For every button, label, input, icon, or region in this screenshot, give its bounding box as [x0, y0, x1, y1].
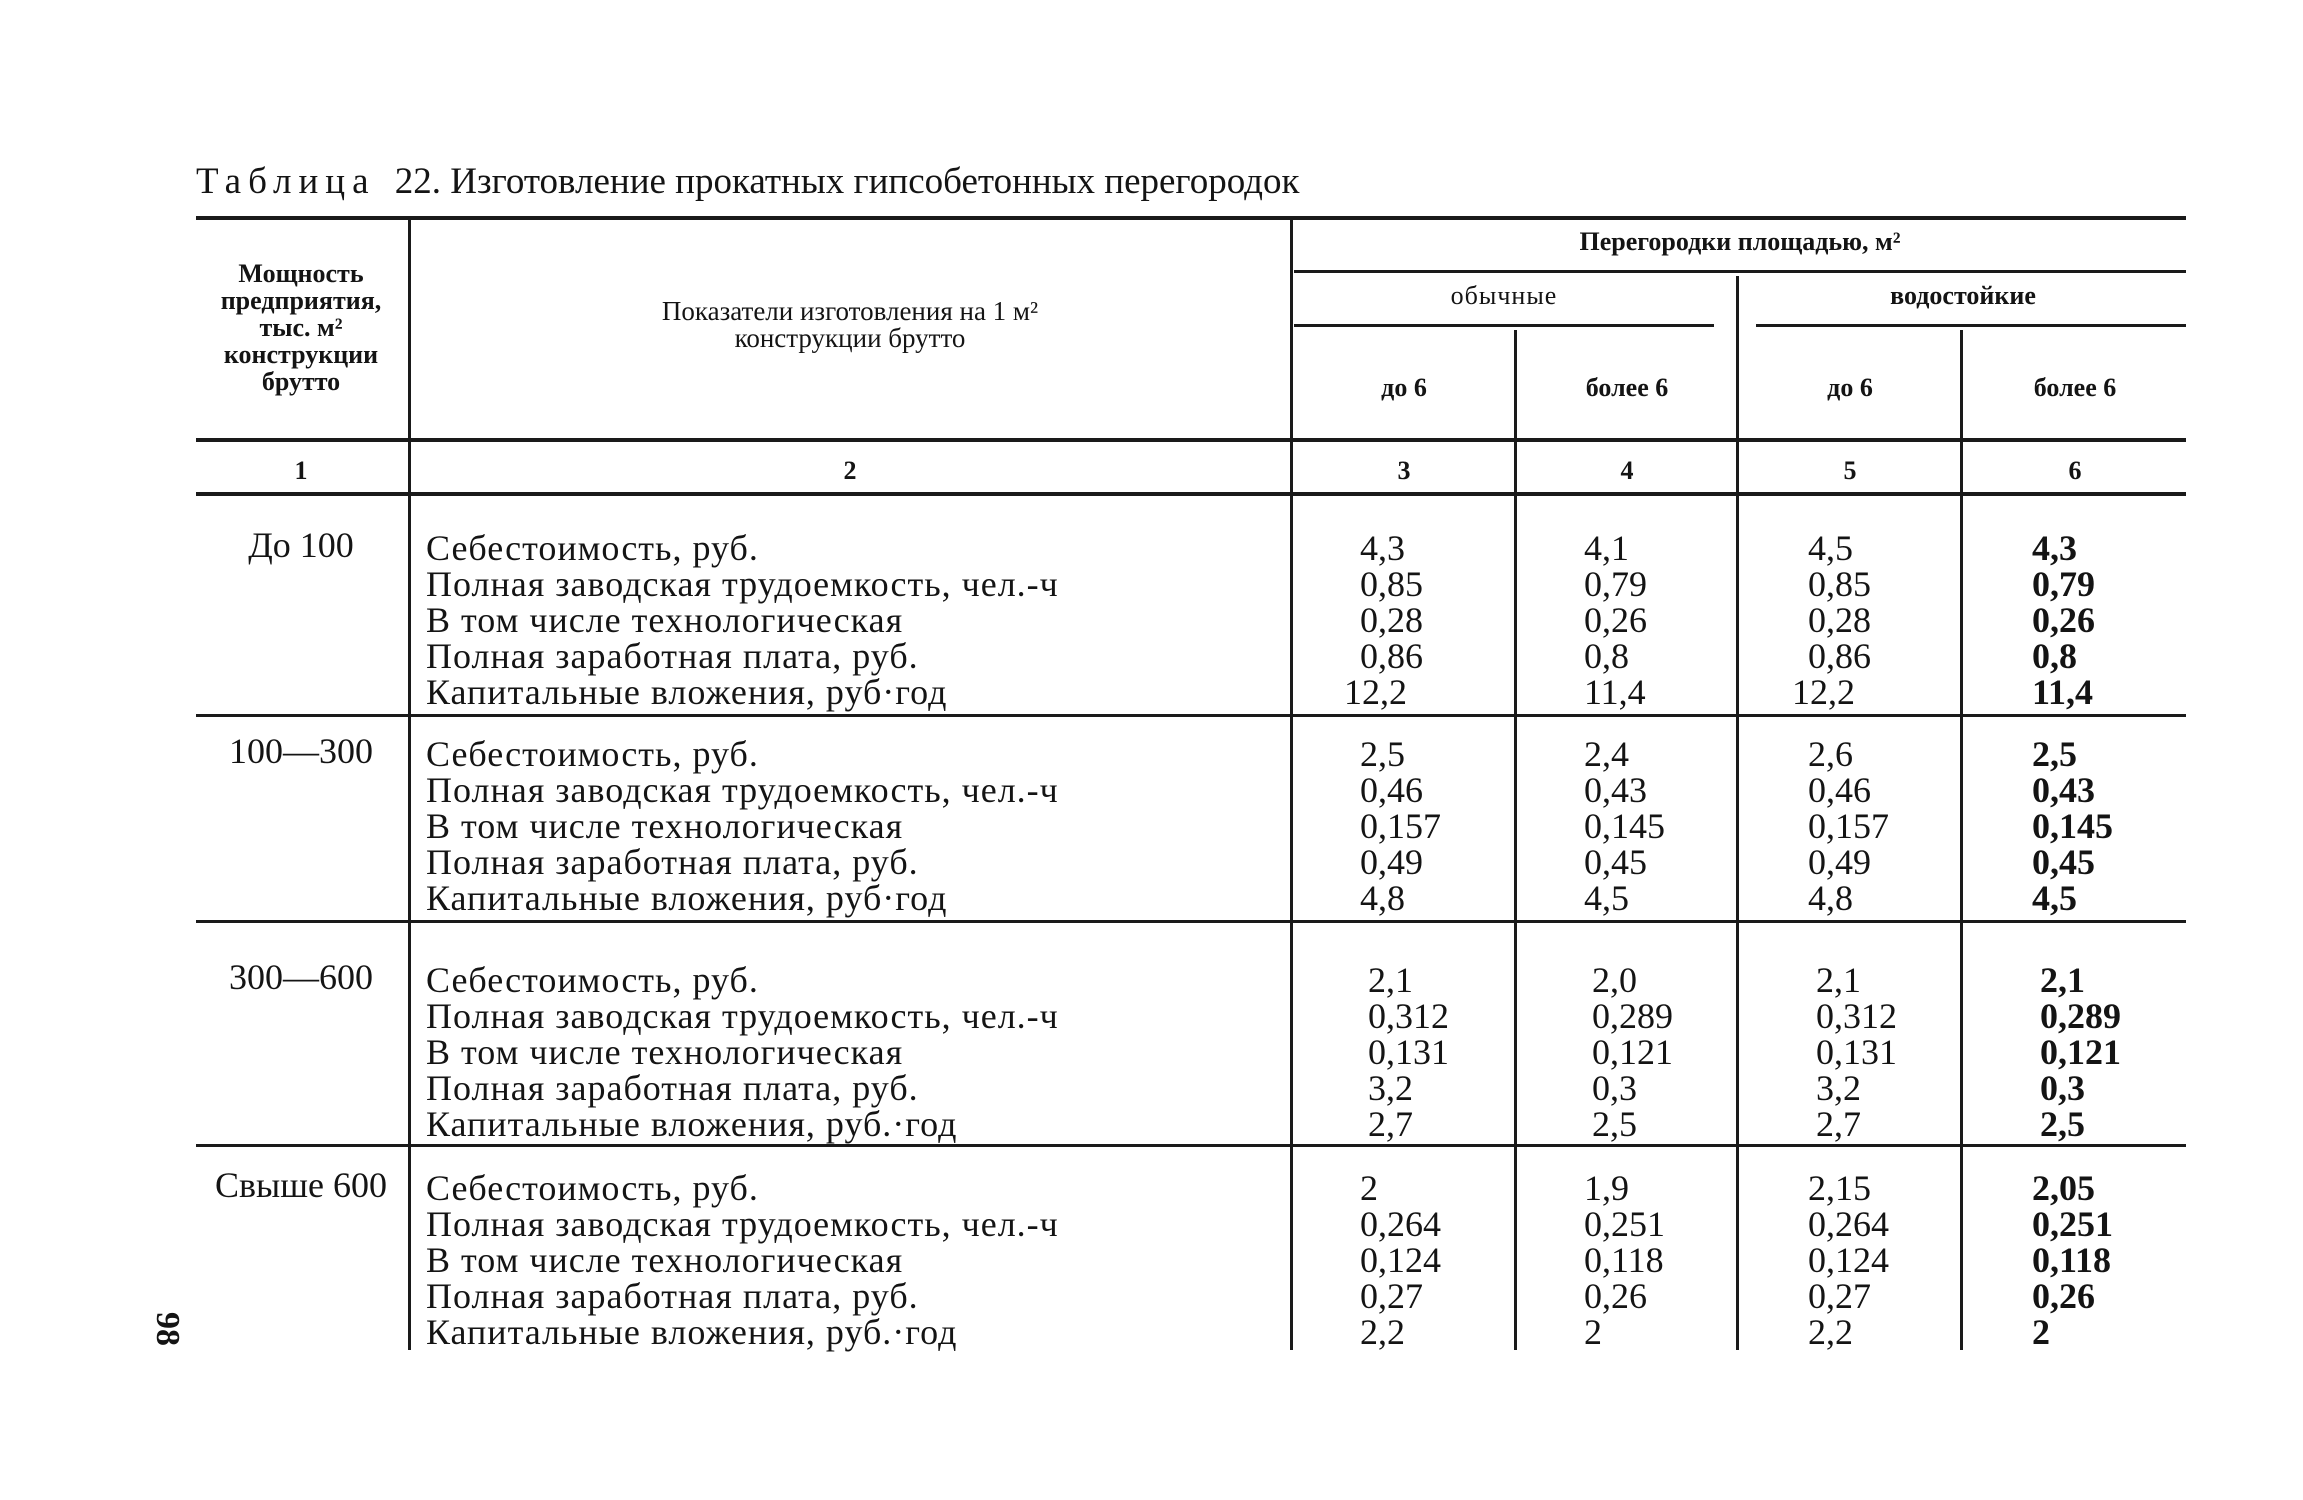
indicator-list	[426, 736, 1059, 916]
table-caption-text: 22. Изготовление прокатных гипсобетонных перегородок	[394, 161, 1300, 202]
indicator-list	[426, 1170, 1059, 1350]
value-cell: 4,8	[1360, 878, 1405, 918]
value-cell: 2	[2032, 1312, 2050, 1352]
indicator-label: В том числе технологическая	[426, 806, 904, 846]
value-cell: 2	[1360, 1168, 1378, 1208]
value-cell: 2,1	[2040, 960, 2085, 1000]
indicator-label: Полная заводская трудоемкость, чел.-ч	[426, 996, 1059, 1036]
indicator-label: Полная заработная плата, руб.	[426, 1068, 919, 1108]
indicator-label: Капитальные вложения, руб.·год	[426, 1312, 958, 1352]
value-cell: 0,86	[1808, 636, 1871, 676]
value-cell: 2,7	[1368, 1104, 1413, 1144]
indicator-label: Себестоимость, руб.	[426, 734, 759, 774]
value-cell: 4,5	[1584, 878, 1629, 918]
value-cell: 0,121	[1592, 1032, 1673, 1072]
value-cell: 0,28	[1360, 600, 1423, 640]
indicator-label: Себестоимость, руб.	[426, 528, 759, 568]
value-cell: 0,145	[1584, 806, 1665, 846]
values-col5	[1792, 528, 1871, 712]
header-capacity	[196, 260, 406, 395]
header-col5: до 6	[1827, 373, 1873, 402]
rule-v-col1	[408, 220, 411, 1350]
value-cell: 12,2	[1792, 672, 1855, 712]
value-cell: 4,3	[1360, 528, 1405, 568]
header-capacity-line: брутто	[261, 367, 341, 396]
rule-v-col5	[1960, 330, 1963, 1350]
col-number-4: 4	[1620, 456, 1634, 485]
value-cell: 0,157	[1360, 806, 1441, 846]
value-cell: 0,27	[1360, 1276, 1423, 1316]
header-ordinary: обычные	[1450, 281, 1558, 310]
value-cell: 0,289	[2040, 996, 2121, 1036]
value-cell: 2,6	[1808, 734, 1853, 774]
value-cell: 0,8	[2032, 636, 2077, 676]
value-cell: 0,79	[1584, 564, 1647, 604]
indicator-label: Полная заработная плата, руб.	[426, 1276, 919, 1316]
value-cell: 0,251	[2032, 1204, 2113, 1244]
indicator-label: Себестоимость, руб.	[426, 960, 759, 1000]
value-cell: 3,2	[1368, 1068, 1413, 1108]
rule-v-col4	[1736, 276, 1739, 1350]
values-col4	[1592, 962, 1673, 1142]
header-col6: более 6	[2033, 373, 2117, 402]
values-col5	[1808, 1170, 1889, 1350]
values-col6	[2032, 736, 2113, 916]
value-cell: 4,3	[2032, 528, 2077, 568]
col-number-1: 1	[294, 456, 308, 485]
value-cell: 2,5	[1360, 734, 1405, 774]
value-cell: 1,9	[1584, 1168, 1629, 1208]
header-waterproof: водостойкие	[1890, 281, 2036, 310]
value-cell: 0,26	[2032, 600, 2095, 640]
value-cell: 2,5	[1592, 1104, 1637, 1144]
data-table	[196, 216, 2186, 1356]
value-cell: 0,121	[2040, 1032, 2121, 1072]
value-cell: 2,5	[2040, 1104, 2085, 1144]
value-cell: 0,124	[1360, 1240, 1441, 1280]
header-capacity-line: предприятия,	[220, 286, 382, 315]
value-cell: 0,27	[1808, 1276, 1871, 1316]
value-cell: 2,5	[2032, 734, 2077, 774]
table-caption-label: Таблица	[196, 161, 376, 202]
value-cell: 0,43	[2032, 770, 2095, 810]
values-col4	[1584, 736, 1665, 916]
value-cell: 12,2	[1344, 672, 1407, 712]
rule-sub-under-ordinary	[1294, 324, 1714, 327]
value-cell: 0,251	[1584, 1204, 1665, 1244]
values-col6	[2032, 1170, 2113, 1350]
value-cell: 0,86	[1360, 636, 1423, 676]
indicator-label: Капитальные вложения, руб·год	[426, 878, 948, 918]
value-cell: 4,5	[1808, 528, 1853, 568]
rule-v-col2	[1290, 220, 1293, 1350]
value-cell: 0,79	[2032, 564, 2095, 604]
header-partition-area: Перегородки площадью, м²	[1579, 227, 1901, 256]
indicator-label: Полная заводская трудоемкость, чел.-ч	[426, 1204, 1059, 1244]
value-cell: 0,3	[2040, 1068, 2085, 1108]
header-col3: до 6	[1381, 373, 1427, 402]
indicator-label: Полная заводская трудоемкость, чел.-ч	[426, 564, 1059, 604]
value-cell: 0,28	[1808, 600, 1871, 640]
value-cell: 0,118	[1584, 1240, 1664, 1280]
values-col4	[1584, 1170, 1665, 1350]
value-cell: 0,49	[1360, 842, 1423, 882]
value-cell: 4,1	[1584, 528, 1629, 568]
value-cell: 2,05	[2032, 1168, 2095, 1208]
value-cell: 4,5	[2032, 878, 2077, 918]
rule-numbers-bottom	[196, 492, 2186, 496]
header-col4: более 6	[1585, 373, 1669, 402]
indicator-label: Себестоимость, руб.	[426, 1168, 759, 1208]
values-col4	[1584, 530, 1647, 710]
value-cell: 0,289	[1592, 996, 1673, 1036]
rule-group-under	[1294, 270, 2186, 273]
value-cell: 0,49	[1808, 842, 1871, 882]
indicator-label: В том числе технологическая	[426, 1032, 904, 1072]
value-cell: 3,2	[1816, 1068, 1861, 1108]
col-number-2: 2	[843, 456, 857, 485]
value-cell: 0,124	[1808, 1240, 1889, 1280]
indicator-label: Капитальные вложения, руб.·год	[426, 1104, 958, 1144]
indicator-label: Полная заработная плата, руб.	[426, 842, 919, 882]
rule-v-col3	[1514, 330, 1517, 1350]
value-cell: 0,46	[1360, 770, 1423, 810]
value-cell: 2,2	[1360, 1312, 1405, 1352]
value-cell: 0,264	[1808, 1204, 1889, 1244]
value-cell: 4,8	[1808, 878, 1853, 918]
value-cell: 2,0	[1592, 960, 1637, 1000]
col-number-3: 3	[1397, 456, 1411, 485]
col-number-6: 6	[2068, 456, 2082, 485]
value-cell: 0,26	[1584, 1276, 1647, 1316]
header-indicators	[410, 298, 1290, 352]
value-cell: 0,85	[1360, 564, 1423, 604]
value-cell: 0,8	[1584, 636, 1629, 676]
values-col6	[2040, 962, 2121, 1142]
value-cell: 0,131	[1816, 1032, 1897, 1072]
value-cell: 0,157	[1808, 806, 1889, 846]
values-col5	[1816, 962, 1897, 1142]
value-cell: 0,45	[2032, 842, 2095, 882]
value-cell: 11,4	[1584, 672, 1646, 712]
indicator-label: Полная заводская трудоемкость, чел.-ч	[426, 770, 1059, 810]
value-cell: 2,4	[1584, 734, 1629, 774]
capacity-cell: До 100	[248, 525, 354, 565]
values-col3	[1344, 528, 1423, 712]
value-cell: 2,2	[1808, 1312, 1853, 1352]
indicator-list	[426, 530, 1059, 710]
values-col3	[1360, 1170, 1441, 1350]
col-number-5: 5	[1843, 456, 1857, 485]
values-col3	[1360, 736, 1441, 916]
values-col6	[2032, 530, 2095, 710]
value-cell: 0,131	[1368, 1032, 1449, 1072]
value-cell: 0,264	[1360, 1204, 1441, 1244]
value-cell: 0,26	[2032, 1276, 2095, 1316]
header-capacity-line: тыс. м²	[259, 313, 343, 342]
header-indicators-line: Показатели изготовления на 1 м²	[661, 296, 1039, 326]
capacity-cell: 300—600	[229, 957, 373, 997]
value-cell: 0,312	[1816, 996, 1897, 1036]
header-capacity-line: Мощность	[238, 259, 364, 288]
table-caption	[196, 160, 1299, 203]
rule-sub-under-waterproof	[1756, 324, 2186, 327]
value-cell: 11,4	[2032, 672, 2094, 712]
value-cell: 2,7	[1816, 1104, 1861, 1144]
value-cell: 0,26	[1584, 600, 1647, 640]
indicator-label: В том числе технологическая	[426, 1240, 904, 1280]
rule-header-bottom	[196, 438, 2186, 442]
header-indicators-line: конструкции брутто	[734, 323, 966, 353]
rule-group-1-bottom	[196, 714, 2186, 717]
rule-group-3-bottom	[196, 1144, 2186, 1147]
capacity-cell: 100—300	[229, 731, 373, 771]
value-cell: 0,85	[1808, 564, 1871, 604]
value-cell: 0,118	[2032, 1240, 2112, 1280]
indicator-label: В том числе технологическая	[426, 600, 904, 640]
rule-group-2-bottom	[196, 920, 2186, 923]
indicator-list	[426, 962, 1059, 1142]
value-cell: 0,43	[1584, 770, 1647, 810]
value-cell: 2	[1584, 1312, 1602, 1352]
capacity-cell: Свыше 600	[215, 1165, 387, 1205]
value-cell: 0,145	[2032, 806, 2113, 846]
indicator-label: Полная заработная плата, руб.	[426, 636, 919, 676]
values-col3	[1368, 962, 1449, 1142]
header-capacity-line: конструкции	[223, 340, 379, 369]
value-cell: 0,312	[1368, 996, 1449, 1036]
value-cell: 0,46	[1808, 770, 1871, 810]
value-cell: 2,15	[1808, 1168, 1871, 1208]
value-cell: 0,45	[1584, 842, 1647, 882]
rule-top	[196, 216, 2186, 220]
page-number: 98	[149, 1312, 186, 1346]
values-col5	[1808, 736, 1889, 916]
value-cell: 0,3	[1592, 1068, 1637, 1108]
indicator-label: Капитальные вложения, руб·год	[426, 672, 948, 712]
value-cell: 2,1	[1816, 960, 1861, 1000]
value-cell: 2,1	[1368, 960, 1413, 1000]
